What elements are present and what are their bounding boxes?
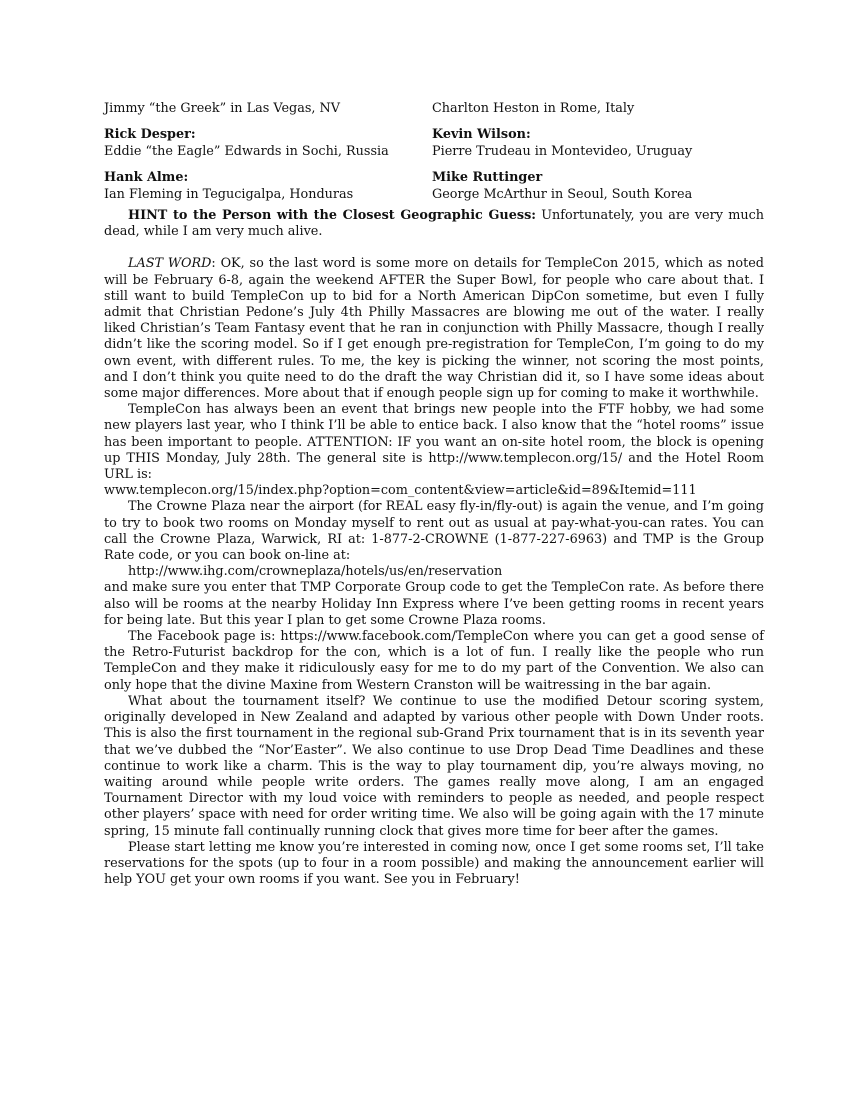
body-paragraph: The Crowne Plaza near the airport (for REAL easy fly-in/fly-out) is again the venue, and I’m going to try to book two rooms on Monday myself to rent out as usual at pay-what-you-can rates. You can call the Crowne Plaza, Warwick, RI at: 1-877-2-CROWNE (1-877-227-6963) and TMP is the Group Rate code, or you can book on-line at: xyxy=(104,499,764,564)
guess-text: Ian Fleming in Tegucigalpa, Honduras xyxy=(104,187,354,202)
body-paragraph: The Facebook page is: https://www.facebook.com/TempleCon where you can get a good sense of the Retro-Futurist backdrop for the con, which is a lot of fun. I really like the people who run TempleCon and they make it ridiculously easy for me to do my part of the Convention. We also can only hope that the divine Maxine from Western Cranston will be waitressing in the bar again. xyxy=(104,629,764,693)
guess-entry xyxy=(104,169,432,203)
guesser-name: Kevin Wilson: xyxy=(432,127,531,142)
last-word-label: LAST WORD xyxy=(128,256,212,272)
guess-text: Jimmy “the Greek” in Las Vegas, NV xyxy=(104,101,340,116)
guess-text: Pierre Trudeau in Montevideo, Uruguay xyxy=(432,144,693,159)
article-body xyxy=(104,208,764,888)
hint-label: HINT to the Person with the Closest Geographic Guess: xyxy=(128,208,536,223)
last-word-text: : OK, so the last word is some more on details for TempleCon 2015, which as noted will be February 6-8, again the weekend AFTER the Super Bowl, for people who care about that. I still want to build TempleCon up to bid for a North American DipCon sometime, but even I fully admit that Christian Pedone’s July 4th Philly Massacres are blowing me out of the water. I really liked Christian’s Team Fantasy event that he ran in conjunction with Philly Massacre, though I really didn’t like the scoring model. So if I get enough pre-registration for TempleCon, I’m going to do my own event, with different rules. To me, the key is picking the winner, not scoring the most points, and I don’t think you quite need to do the draft the way Christian did it, so I have some ideas about some major differences. More about that if enough people sign up for coming to make it worthwhile. xyxy=(104,256,764,402)
guess-entry xyxy=(104,100,432,117)
hint-paragraph xyxy=(104,208,764,240)
hotel-room-url: www.templecon.org/15/index.php?option=com_content&view=article&id=89&Itemid=111 xyxy=(104,483,697,499)
guess-entry xyxy=(432,100,762,117)
guess-entry xyxy=(432,169,762,203)
reservation-url: http://www.ihg.com/crowneplaza/hotels/us/en/reservation xyxy=(128,564,503,580)
body-paragraph: and make sure you enter that TMP Corporate Group code to get the TempleCon rate. As before there also will be rooms at the nearby Holiday Inn Express where I’ve been getting rooms in recent years for being late. But this year I plan to get some Crowne Plaza rooms. xyxy=(104,580,764,628)
body-paragraph: TempleCon has always been an event that brings new people into the FTF hobby, we had some new players last year, who I think I’ll be able to entice back. I also know that the “hotel rooms” issue has been important to people. ATTENTION: IF you want an on-site hotel room, the block is opening up THIS Monday, July 28th. The general site is http://www.templecon.org/15/ and the Hotel Room URL is: xyxy=(104,402,764,483)
guesser-name: Mike Ruttinger xyxy=(432,170,543,185)
guess-entry xyxy=(432,126,762,160)
body-paragraph: Please start letting me know you’re interested in coming now, once I get some rooms set, I’ll take reservations for the spots (up to four in a room possible) and making the announcement earlier will help YOU get your own rooms if you want. See you in February! xyxy=(104,839,764,888)
guesser-name: Rick Desper: xyxy=(104,127,196,142)
guesser-name: Hank Alme: xyxy=(104,170,189,185)
last-word-paragraph xyxy=(104,256,764,402)
hint-text: Unfortunately, you are very much dead, while I am very much alive. xyxy=(104,208,764,240)
guesses-grid xyxy=(104,100,764,203)
guess-text: Charlton Heston in Rome, Italy xyxy=(432,101,635,116)
guess-text: George McArthur in Seoul, South Korea xyxy=(432,187,693,202)
guess-entry xyxy=(104,126,432,160)
guess-text: Eddie “the Eagle” Edwards in Sochi, Russia xyxy=(104,144,389,159)
body-paragraph: What about the tournament itself? We continue to use the modified Detour scoring system, originally developed in New Zealand and adapted by various other people with Down Under roots. This is also the first tournament in the regional sub-Grand Prix tournament that is in its seventh year that we’ve dubbed the “Nor’Easter”. We also continue to use Drop Dead Time Deadlines and these continue to work like a charm. This is the way to play tournament dip, you’re always moving, no waiting around while people write orders. The games really move along, I am an engaged Tournament Director with my loud voice with reminders to people as needed, and people respect other players’ space with need for order writing time. We also will be going again with the 17 minute spring, 15 minute fall continually running clock that gives more time for beer after the games. xyxy=(104,693,764,839)
